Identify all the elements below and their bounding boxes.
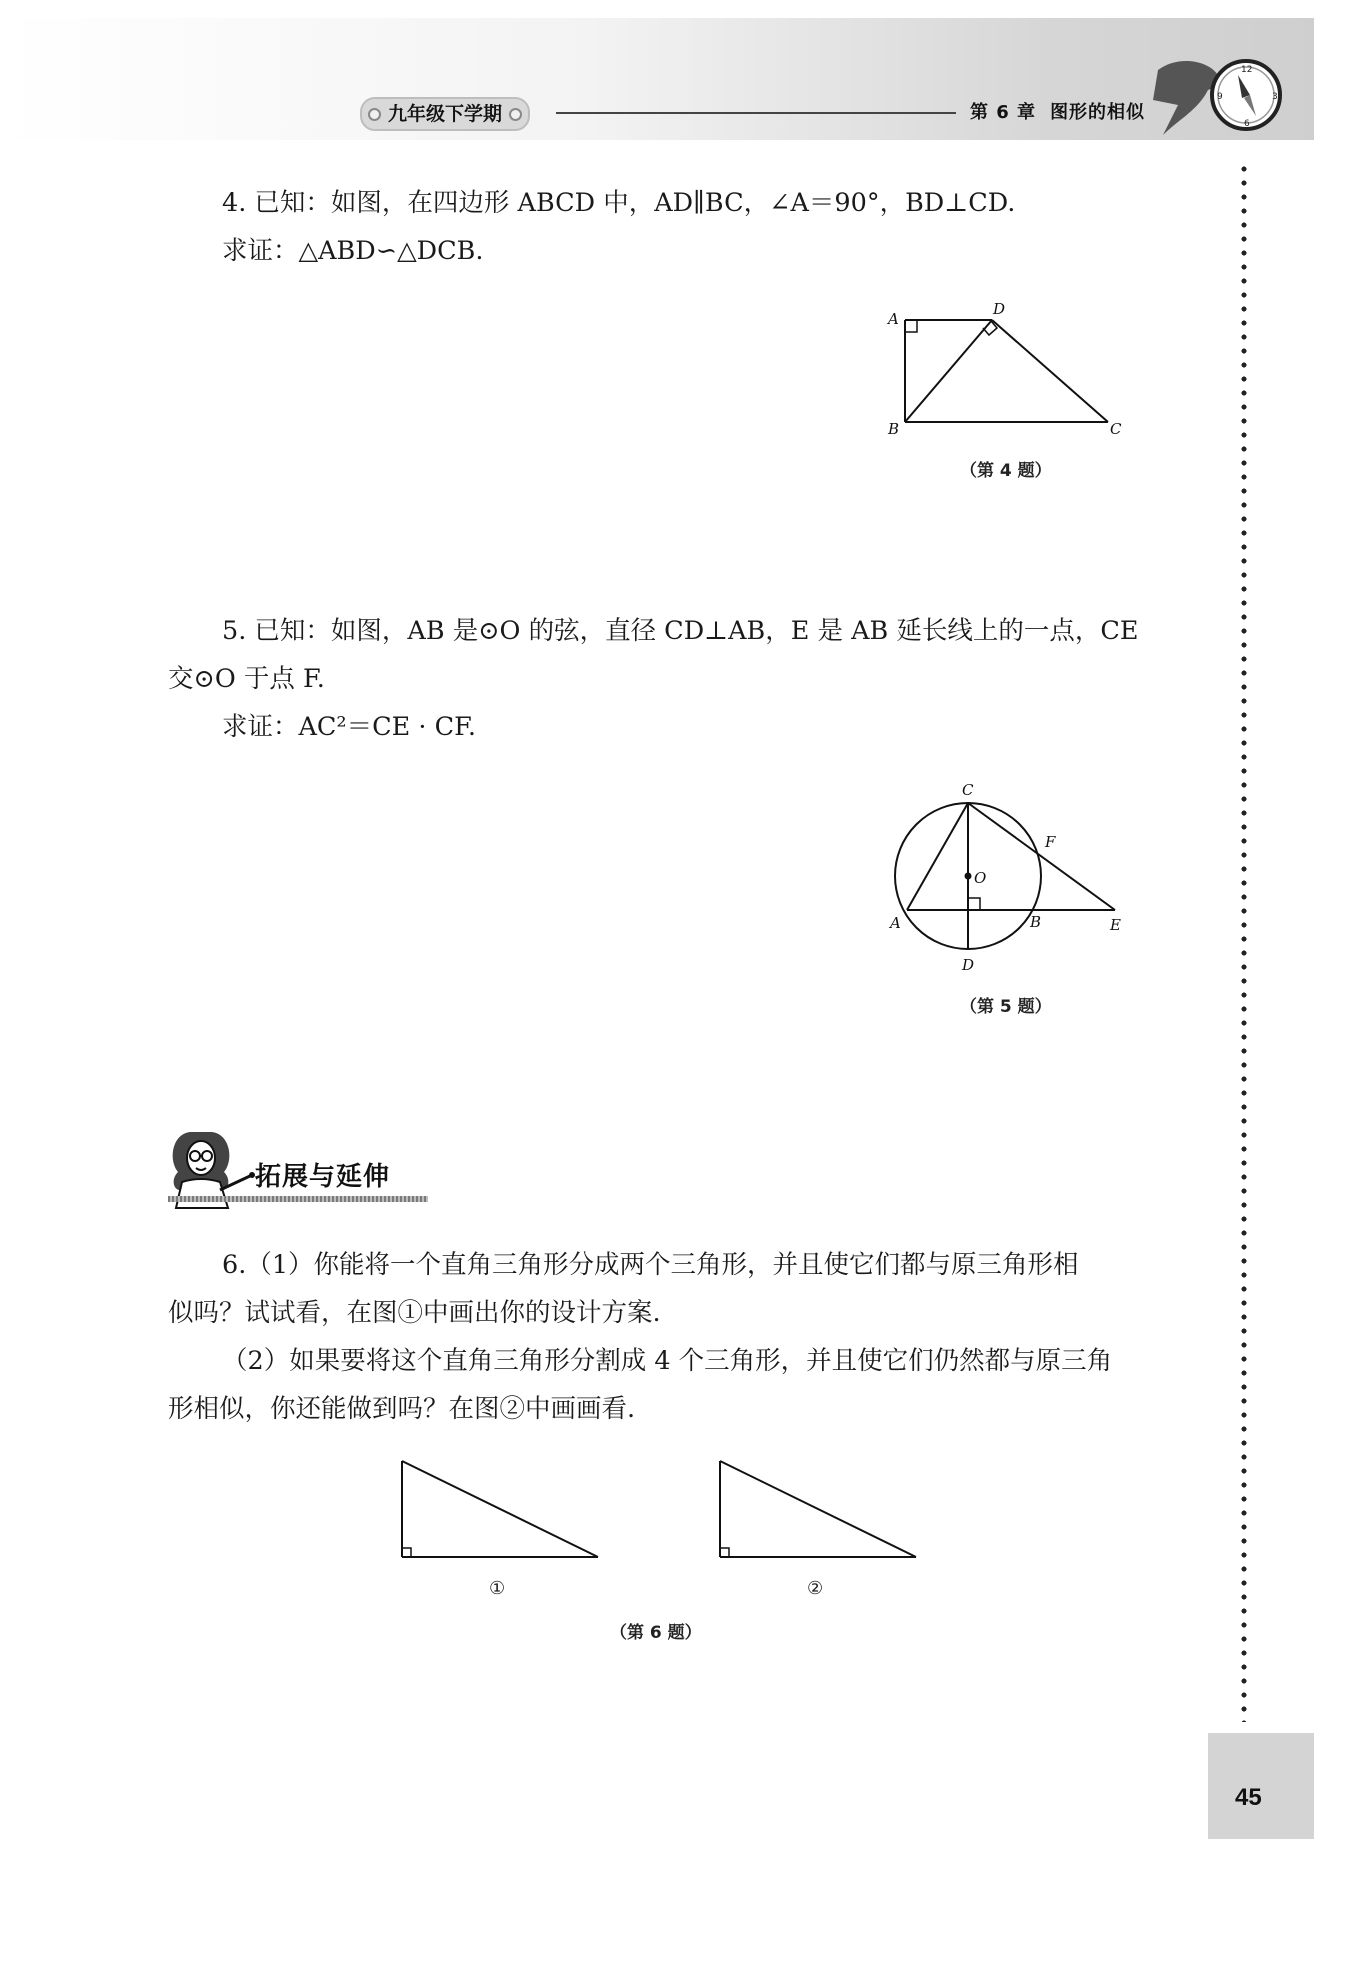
q6-figure-1-label: ① [489, 1578, 506, 1599]
q5-label-A: A [890, 914, 901, 932]
section-title: 拓展与延伸 [255, 1162, 391, 1192]
margin-dotted-line [1241, 162, 1247, 1722]
q6-line4: 形相似，你还能做到吗？在图②中画画看. [168, 1394, 636, 1424]
q5-line2: 交⊙O 于点 F. [168, 664, 325, 694]
header-rule [556, 112, 956, 114]
q5-label-F: F [1045, 833, 1056, 851]
q4-label-A: A [888, 310, 899, 328]
chapter-title: 图形的相似 [1050, 102, 1146, 123]
section-rule [168, 1196, 428, 1202]
q6-figure-2-triangle [708, 1455, 928, 1565]
q4-label-D: D [993, 302, 1006, 318]
svg-text:12: 12 [1241, 65, 1253, 75]
chapter-number: 第 6 章 [970, 102, 1037, 123]
page-number: 45 [1235, 1784, 1262, 1811]
svg-text:3: 3 [1272, 92, 1278, 102]
q4-line2: 求证：△ABD∽△DCB. [222, 236, 484, 266]
q5-figure [880, 780, 1140, 980]
q5-caption: （第 5 题） [960, 997, 1052, 1017]
q5-line3: 求证：AC²＝CE · CF. [222, 712, 476, 742]
q6-line1: 6.（1）你能将一个直角三角形分成两个三角形，并且使它们都与原三角形相 [222, 1250, 1079, 1280]
q6-figure-1-triangle [390, 1455, 610, 1565]
q5-label-B: B [1030, 913, 1042, 931]
svg-text:6: 6 [1244, 119, 1250, 129]
q5-label-E: E [1110, 916, 1121, 934]
q4-line1: 4. 已知：如图，在四边形 ABCD 中，AD∥BC，∠A＝90°，BD⊥CD. [222, 188, 1016, 218]
chapter-heading [970, 98, 1159, 124]
q5-label-C: C [962, 781, 974, 799]
q6-caption: （第 6 题） [610, 1623, 702, 1643]
q4-figure [880, 302, 1130, 442]
svg-text:9: 9 [1217, 92, 1223, 102]
q5-label-O: O [974, 869, 987, 887]
q4-label-C: C [1110, 420, 1122, 438]
grade-label: 九年级下学期 [360, 97, 530, 131]
q5-line1: 5. 已知：如图，AB 是⊙O 的弦，直径 CD⊥AB，E 是 AB 延长线上的一点，CE [222, 616, 1139, 646]
q4-label-B: B [888, 420, 900, 438]
q5-label-D: D [962, 956, 975, 974]
q6-figure-2-label: ② [807, 1578, 824, 1599]
q6-line2: 似吗？试试看，在图①中画出你的设计方案. [168, 1298, 661, 1328]
compass-runner-logo [1138, 50, 1288, 140]
q4-caption: （第 4 题） [960, 461, 1052, 481]
q6-line3: （2）如果要将这个直角三角形分割成 4 个三角形，并且使它们仍然都与原三角 [222, 1346, 1113, 1376]
